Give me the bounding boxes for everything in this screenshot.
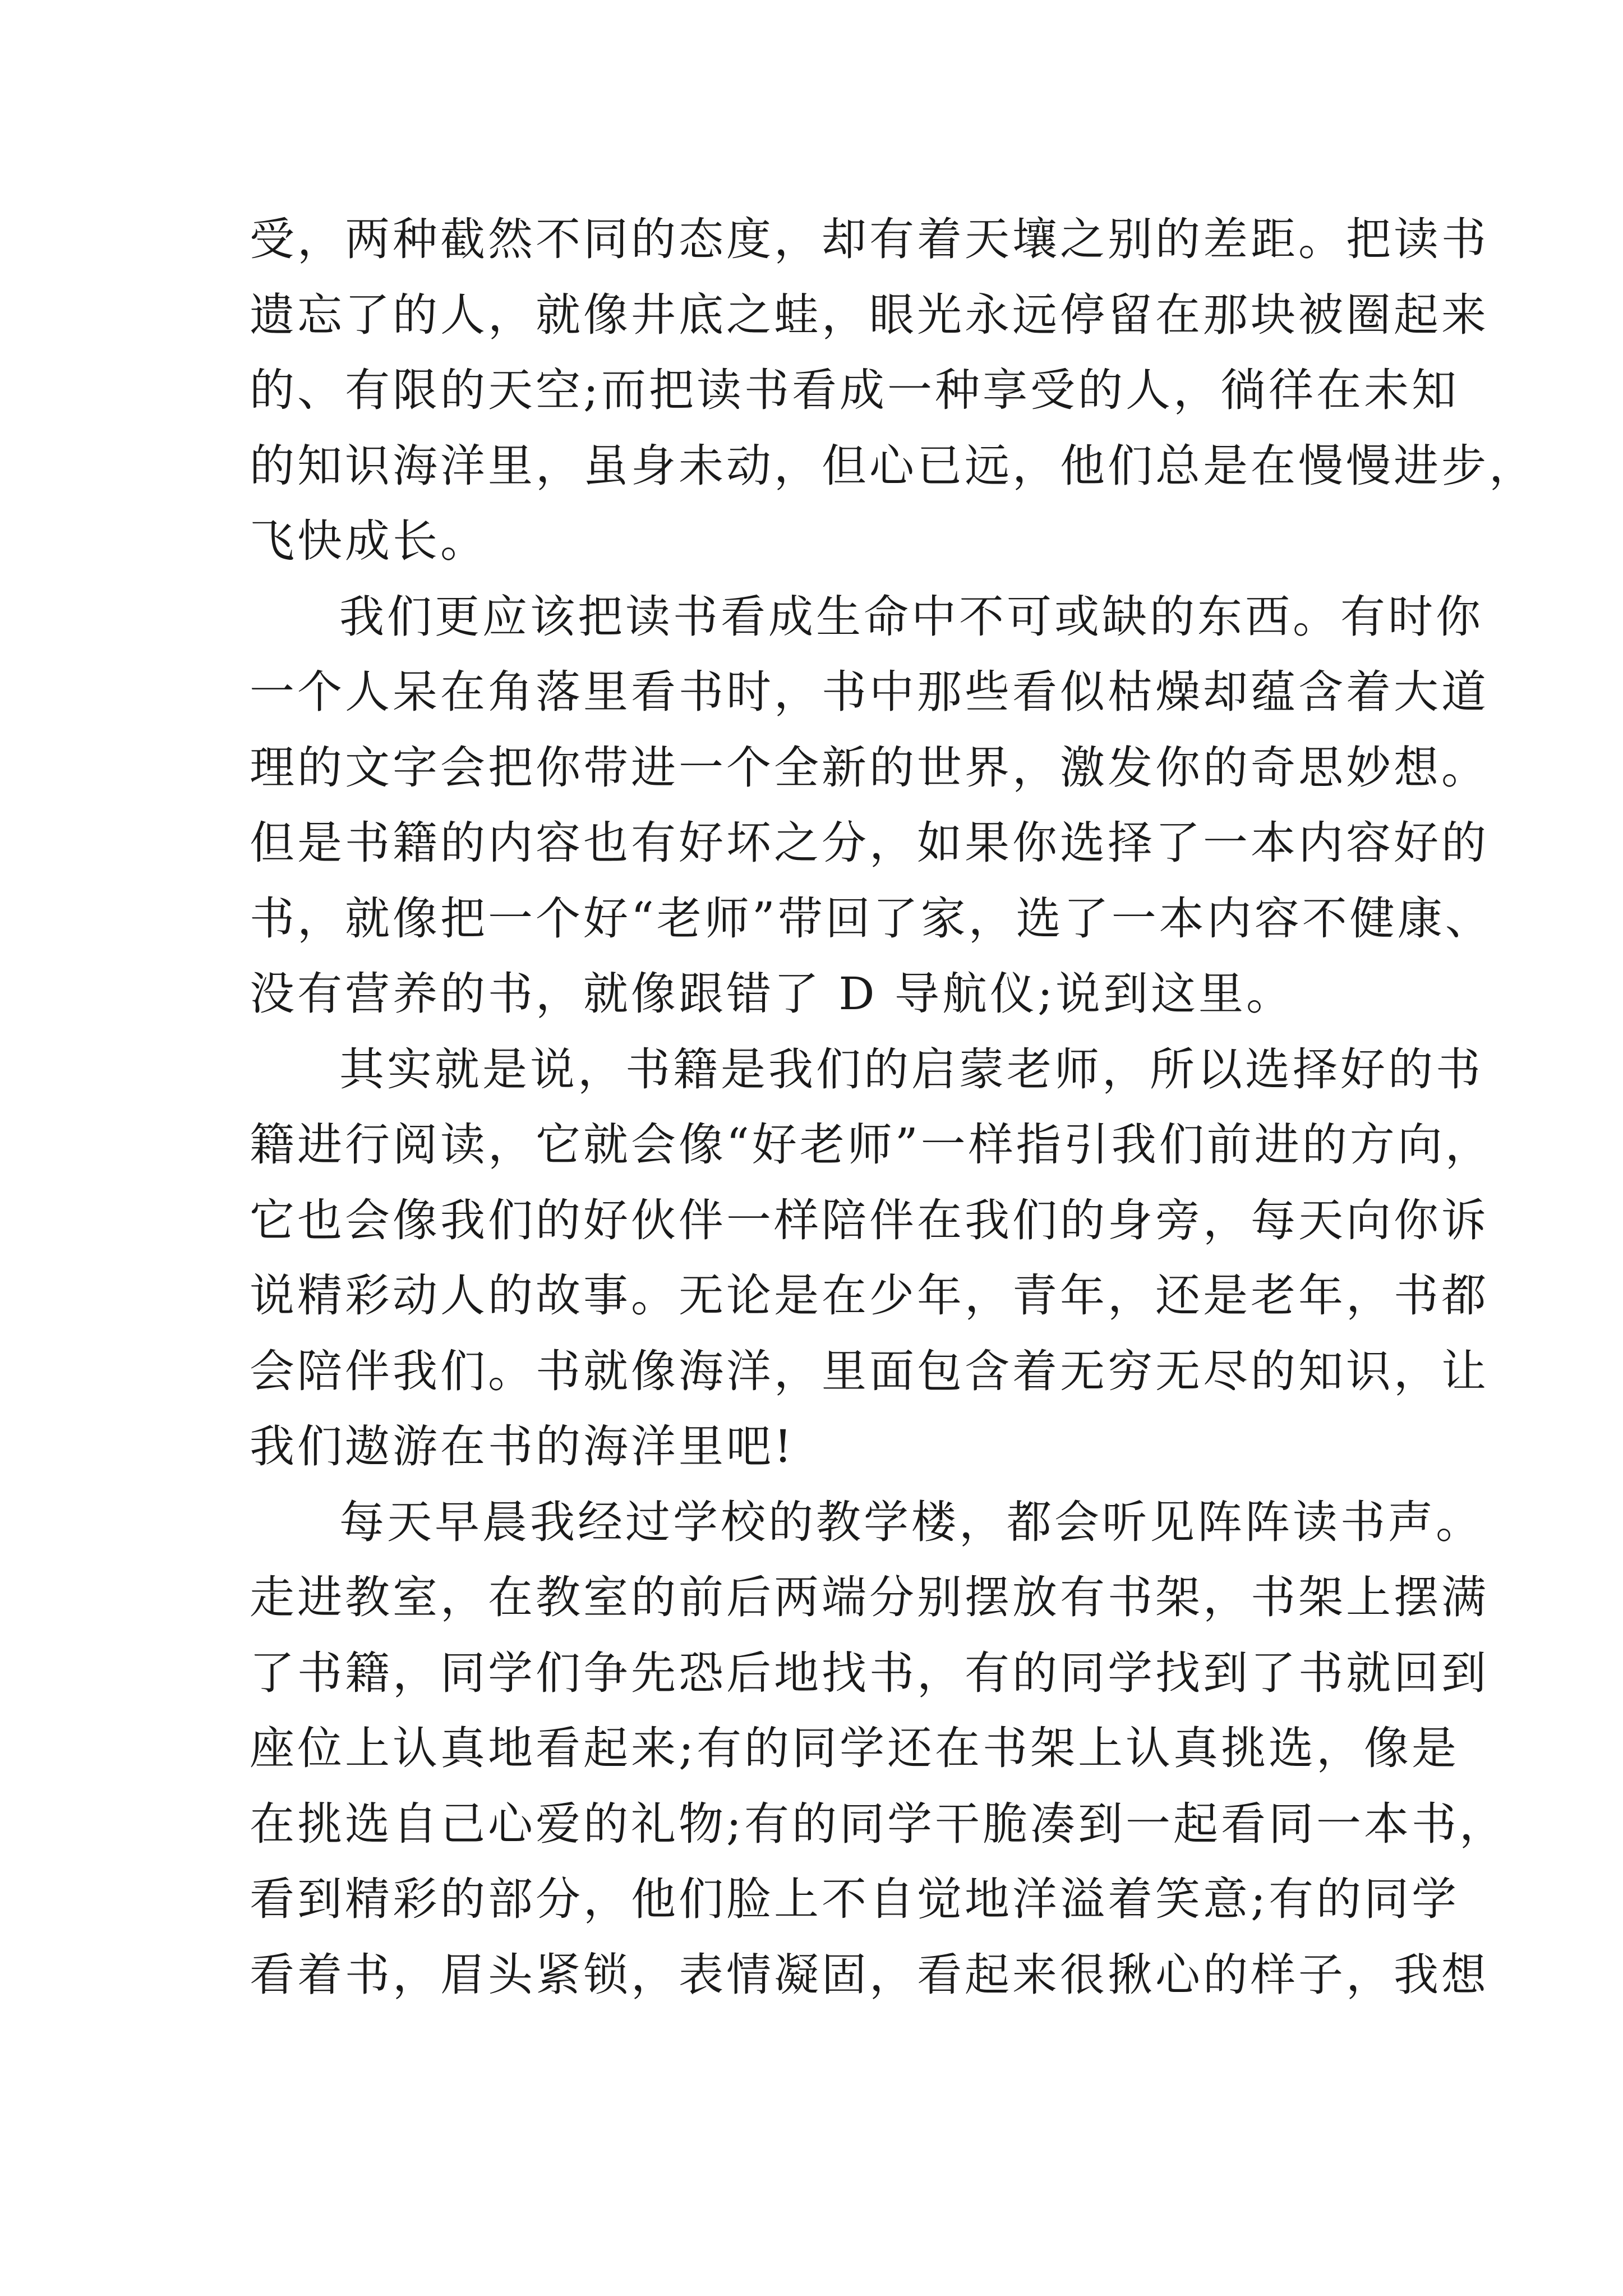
text-line: 了书籍，同学们争先恐后地找书，有的同学找到了书就回到 [250, 1646, 1489, 1699]
text-line: 遗忘了的人，就像井底之蛙，眼光永远停留在那块被圈起来 [250, 288, 1489, 341]
text-line: 理的文字会把你带进一个全新的世界，激发你的奇思妙想。 [250, 741, 1489, 794]
text-line: 的知识海洋里，虽身未动，但心已远，他们总是在慢慢进步， [250, 439, 1537, 492]
paragraph [250, 202, 1537, 579]
text-line: 飞快成长。 [250, 515, 488, 567]
text-line: 我们更应该把读书看成生命中不可或缺的东西。有时你 [339, 590, 1483, 643]
text-line: 它也会像我们的好伙伴一样陪伴在我们的身旁，每天向你诉 [250, 1194, 1489, 1246]
text-line: 书，就像把一个好“老师”带回了家，选了一本内容不健康、 [250, 892, 1493, 945]
text-line: 在挑选自己心爱的礼物;有的同学干脆凑到一起看同一本书， [250, 1797, 1507, 1850]
paragraph [250, 1032, 1493, 1485]
text-line: 每天早晨我经过学校的教学楼，都会听见阵阵读书声。 [339, 1496, 1483, 1548]
text-line: 看到精彩的部分，他们脸上不自觉地洋溢着笑意;有的同学 [250, 1873, 1459, 1925]
text-line: 的、有限的天空;而把读书看成一种享受的人，徜徉在未知 [250, 364, 1459, 416]
text-line: 会陪伴我们。书就像海洋，里面包含着无穷无尽的知识，让 [250, 1345, 1489, 1397]
text-line: 看着书，眉头紧锁，表情凝固，看起来很揪心的样子，我想 [250, 1948, 1489, 2001]
text-line: 座位上认真地看起来;有的同学还在书架上认真挑选，像是 [250, 1722, 1459, 1774]
text-line: 其实就是说，书籍是我们的启蒙老师，所以选择好的书 [339, 1043, 1483, 1096]
body-text [250, 202, 1537, 2013]
text-line: 受，两种截然不同的态度，却有着天壤之别的差距。把读书 [250, 213, 1489, 265]
text-line: 走进教室，在教室的前后两端分别摆放有书架，书架上摆满 [250, 1571, 1489, 1623]
text-line: 籍进行阅读，它就会像“好老师”一样指引我们前进的方向， [250, 1119, 1493, 1171]
text-line: 我们遨游在书的海洋里吧! [250, 1420, 795, 1473]
text-line: 没有营养的书，就像跟错了 D 导航仪;说到这里。 [250, 968, 1294, 1020]
text-line: 说精彩动人的故事。无论是在少年，青年，还是老年，书都 [250, 1269, 1489, 1322]
paragraph [250, 1485, 1507, 2013]
text-line: 一个人呆在角落里看书时，书中那些看似枯燥却蕴含着大道 [250, 666, 1489, 718]
paragraph [250, 579, 1493, 1032]
text-line: 但是书籍的内容也有好坏之分，如果你选择了一本内容好的 [250, 817, 1489, 869]
